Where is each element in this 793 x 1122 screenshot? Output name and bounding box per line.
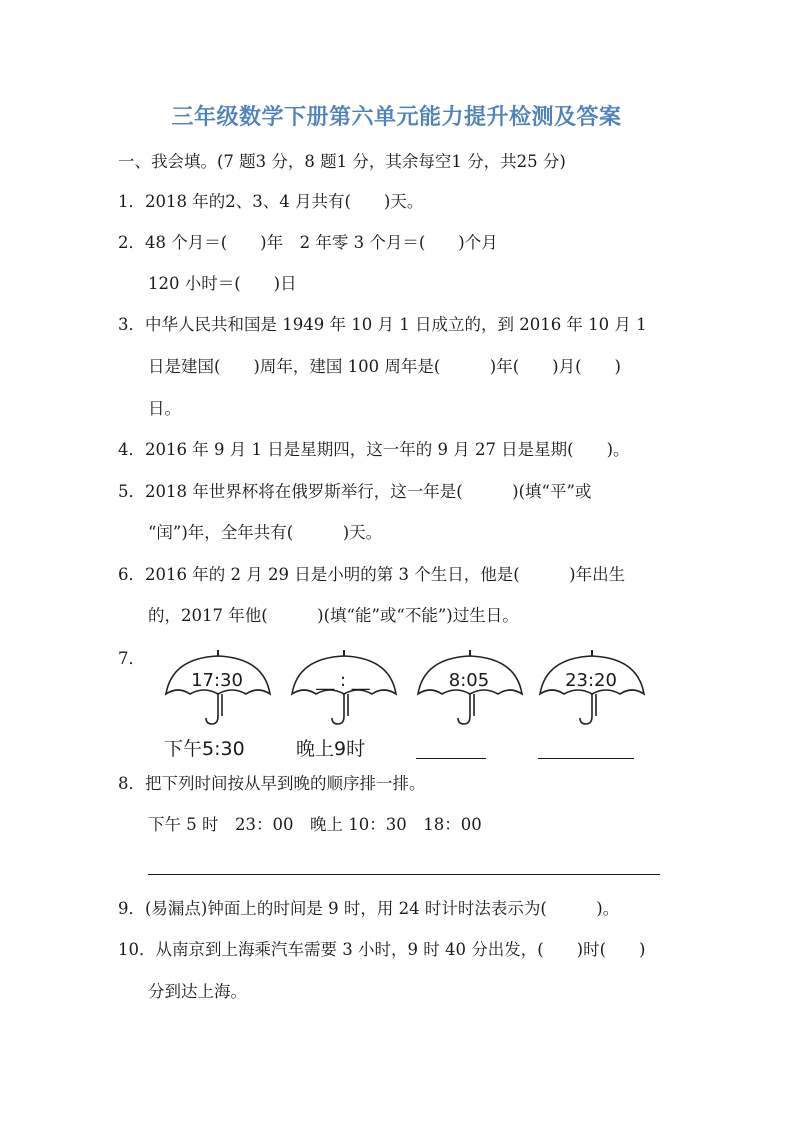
umbrella-3-time: 8:05: [448, 670, 490, 691]
umbrella-4: [536, 648, 646, 728]
umbrella-1-time: 17:30: [191, 670, 243, 691]
page-title: 三年级数学下册第六单元能力提升检测及答案: [171, 105, 622, 130]
question-6-line-1: 6．2016 年的 2 月 29 日是小明的第 3 个生日，他是( )年出生: [118, 565, 626, 584]
question-5-line-2: “闰”)年，全年共有( )天。: [148, 523, 383, 542]
question-8-answer-line: [148, 874, 660, 875]
question-2-line-1: 2．48 个月＝( )年 2 年零 3 个月＝( )个月: [118, 233, 498, 252]
umbrella-1-label: 下午5:30: [164, 738, 245, 760]
question-8-line-2: 下午 5 时 23：00 晚上 10：30 18：00: [148, 815, 482, 834]
section-heading: 一、我会填。(7 题3 分，8 题1 分，其余每空1 分，共25 分): [118, 152, 566, 171]
umbrella-clock-figure: [150, 648, 670, 768]
umbrella-2: [288, 648, 398, 728]
question-2-line-2: 120 小时＝( )日: [148, 274, 297, 293]
umbrella-4-time: 23:20: [565, 670, 617, 691]
question-3-line-2: 日是建国( )周年，建国 100 周年是( )年( )月( ): [148, 357, 621, 376]
umbrella-3-answer-blank: [416, 758, 486, 759]
question-10-line-1: 10．从南京到上海乘汽车需要 3 小时，9 时 40 分出发，( )时( ): [118, 940, 646, 959]
umbrella-4-answer-blank: [538, 758, 634, 759]
question-10-line-2: 分到达上海。: [148, 982, 247, 1001]
umbrella-3: [414, 648, 524, 728]
question-1: 1．2018 年的2、3、4 月共有( )天。: [118, 192, 424, 211]
umbrella-1: [162, 648, 272, 728]
question-6-line-2: 的，2017 年他( )(填“能”或“不能”)过生日。: [148, 606, 519, 625]
question-3-line-3: 日。: [148, 399, 181, 418]
umbrella-2-label: 晚上9时: [296, 738, 366, 760]
question-4: 4．2016 年 9 月 1 日是星期四，这一年的 9 月 27 日是星期( )。: [118, 440, 630, 459]
question-7-number: 7．: [118, 649, 145, 668]
question-9: 9．(易漏点)钟面上的时间是 9 时，用 24 时计时法表示为( )。: [118, 899, 620, 918]
question-8-line-1: 8．把下列时间按从早到晚的顺序排一排。: [118, 774, 426, 793]
umbrella-2-time: __ : __: [316, 670, 370, 691]
question-5-line-1: 5．2018 年世界杯将在俄罗斯举行，这一年是( )(填“平”或: [118, 482, 592, 501]
question-3-line-1: 3．中华人民共和国是 1949 年 10 月 1 日成立的，到 2016 年 10 月 1: [118, 315, 647, 334]
